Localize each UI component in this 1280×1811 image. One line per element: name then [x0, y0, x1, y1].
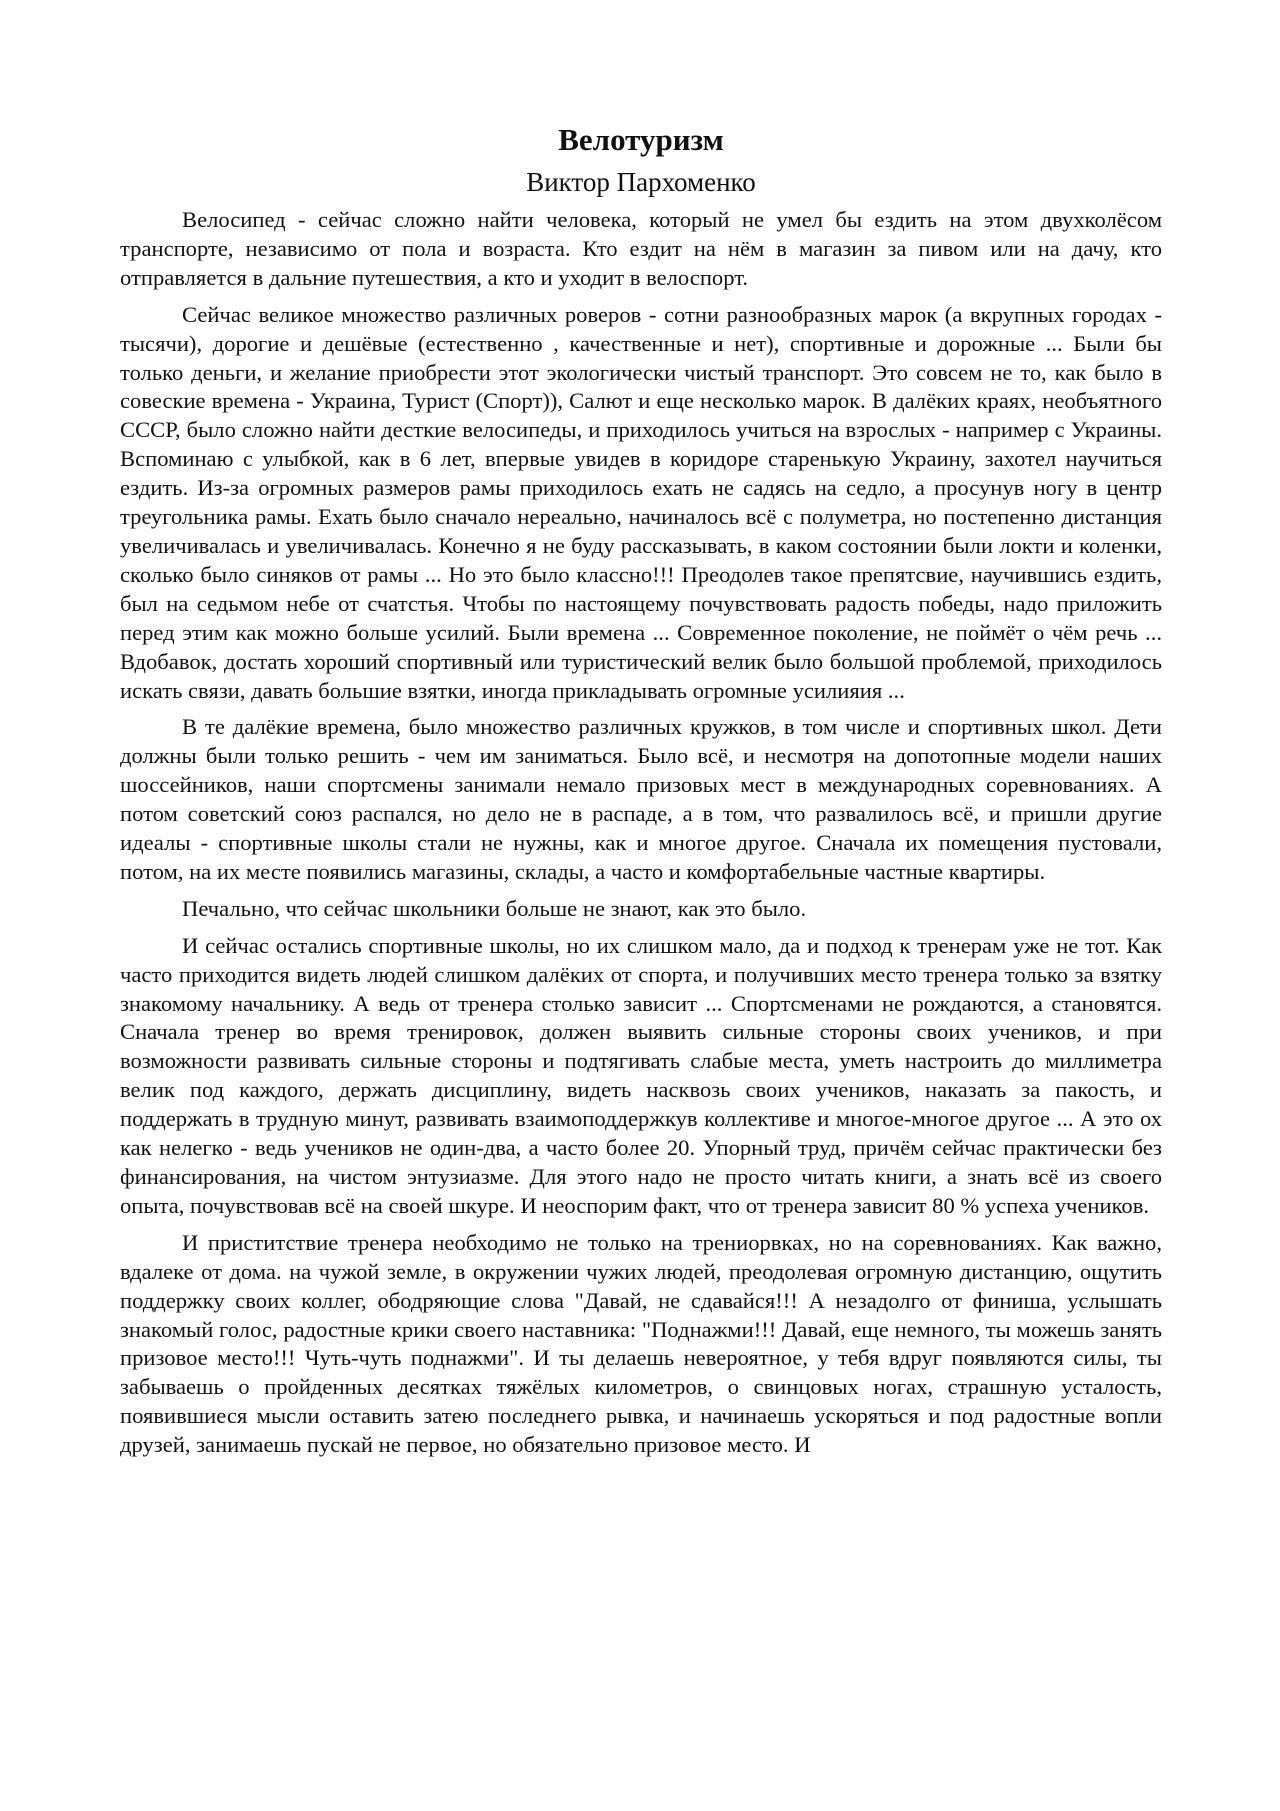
paragraph-1: Велосипед - сейчас сложно найти человека, который не умел бы ездить на этом двухколёсом транспорте, независимо от пола и возраста. Кто ездит на нём в магазин за пивом или на дачу, кто отправляется в дальние путешествия, а кто и уходит в велоспорт. [120, 207, 1162, 290]
paragraph-4: Печально, что сейчас школьники больше не знают, как это было. [182, 895, 807, 921]
paragraph-6: И приститствие тренера необходимо не только на трениорвках, но на соревнованиях. Как важно, вдалеке от дома. на чужой земле, в окружении чужих людей, преодолевая огромную дистанцию, ощутить поддержку своих коллег, ободряющие слова "Давай, не сдавайся!!! А незадолго от финиша, услышать знакомый голос, радостные крики своего наставника: "Поднажми!!! Давай, еще немного, ты можешь занять призовое место!!! Чуть-чуть поднажми". И ты делаешь невероятное, у тебя вдруг появляются силы, ты забываешь о пройденных десятках тяжёлых километров, о свинцовых ногах, страшную усталость, появившиеся мысли оставить затею последнего рывка, и начинаешь ускоряться и под радостные вопли друзей, занимаешь пускай не первое, но обязательно призовое место. И [120, 1229, 1162, 1458]
document-author: Виктор Пархоменко [526, 167, 756, 197]
document-title: Велотуризм [558, 122, 724, 157]
document-page [120, 120, 1162, 1468]
paragraph-5: И сейчас остались спортивные школы, но их слишком мало, да и подход к тренерам уже не тот. Как часто приходится видеть людей слишком далёких от спорта, и получивших место тренера только за взятку знакомому начальнику. А ведь от тренера столько зависит ... Спортсменами не рождаются, а становятся. Сначала тренер во время тренировок, должен выявить сильные стороны своих учеников, и при возможности развивать сильные стороны и подтягивать слабые места, уметь настроить до миллиметра велик под каждого, держать дисциплину, видеть насквозь своих учеников, наказать за пакость, и поддержать в трудную минут, развивать взаимоподдержкув коллективе и многое-многое другое ... А это ох как нелегко - ведь учеников не один-два, а часто более 20. Упорный труд, причём сейчас практически без финансирования, на чистом энтузиазме. Для этого надо не просто читать книги, а знать всё из своего опыта, почувствовав всё на своей шкуре. И неоспорим факт, что от тренера зависит 80 % успеха учеников. [120, 932, 1162, 1218]
paragraph-3: В те далёкие времена, было множество различных кружков, в том числе и спортивных школ. Дети должны были только решить - чем им заниматься. Было всё, и несмотря на допотопные модели наших шоссейников, наши спортсмены занимали немало призовых мест в международных соревнованиях. А потом советский союз распался, но дело не в распаде, а в том, что развалилось всё, и пришли другие идеалы - спортивные школы стали не нужны, как и многое другое. Сначала их помещения пустовали, потом, на их месте появились магазины, склады, а часто и комфортабельные частные квартиры. [120, 714, 1162, 884]
paragraph-2: Сейчас великое множество различных роверов - сотни разнообразных марок (а вкрупных городах - тысячи), дорогие и дешёвые (естественно , качественные и нет), спортивные и дорожные ... Были бы только деньги, и желание приобрести этот экологически чистый транспорт. Это совсем не то, как было в совеские времена - Украина, Турист (Спорт)), Салют и еще несколько марок. В далёких краях, необъятного СССР, было сложно найти десткие велосипеды, и приходилось учиться на взрослых - например с Украины. Вспоминаю с улыбкой, как в 6 лет, впервые увидев в коридоре старенькую Украину, захотел научиться ездить. Из-за огромных размеров рамы приходилось ехать не садясь на седло, а просунув ногу в центр треугольника рамы. Ехать было сначало нереально, начиналось всё с полуметра, но постепенно дистанция увеличивалась и увеличивалась. Конечно я не буду рассказывать, в каком состоянии были локти и коленки, сколько было синяков от рамы ... Но это было классно!!! Преодолев такое препятсвие, научившись ездить, был на седьмом небе от счатстья. Чтобы по настоящему почувствовать радость победы, надо приложить перед этим как можно больше усилий. Были времена ... Современное поколение, не поймёт о чём речь ... Вдобавок, достать хороший спортивный или туристический велик было большой проблемой, приходилось искать связи, давать большие взятки, иногда прикладывать огромные усилияия ... [120, 301, 1162, 703]
